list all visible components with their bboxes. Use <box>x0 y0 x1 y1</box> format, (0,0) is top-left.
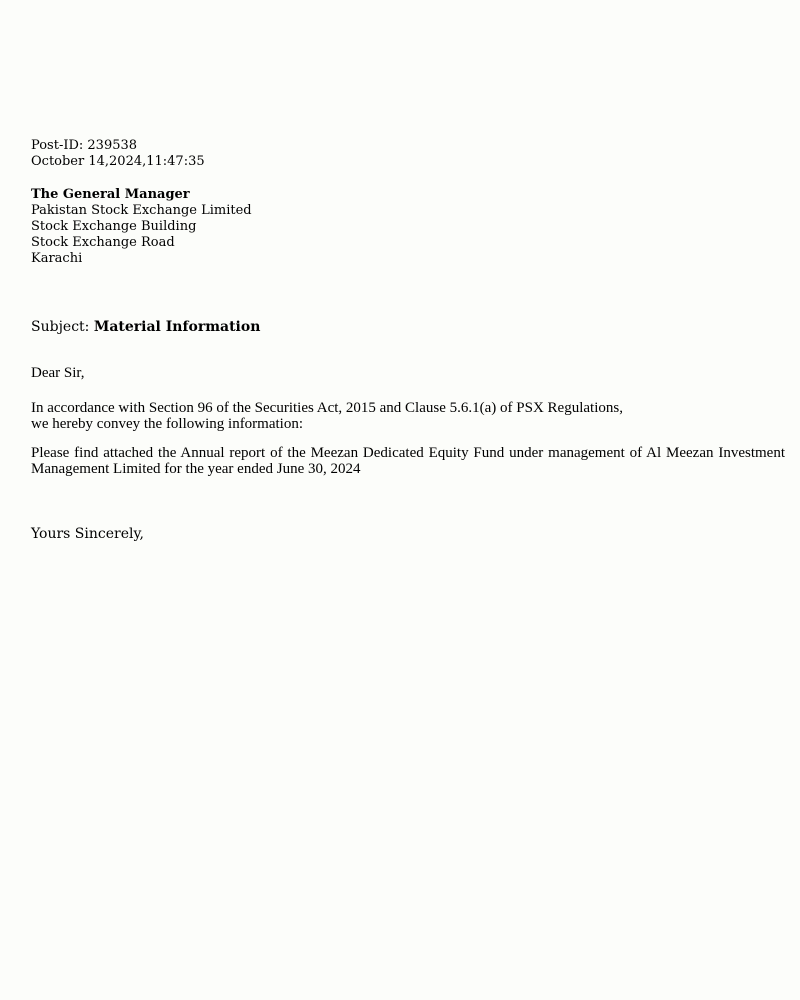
closing: Yours Sincerely, <box>31 526 144 542</box>
body-paragraph-line: In accordance with Section 96 of the Securities Act, 2015 and Clause 5.6.1(a) of PSX Regulations, <box>31 400 623 416</box>
body-paragraph-line: Please find attached the Annual report of the Meezan Dedicated Equity Fund under management of Al Meezan Investment <box>31 445 785 461</box>
meta-block <box>31 138 785 170</box>
recipient-address-line: Stock Exchange Road <box>31 235 175 250</box>
subject-label: Subject: <box>31 319 90 335</box>
recipient-name: The General Manager <box>31 187 190 202</box>
recipient-address-line: Pakistan Stock Exchange Limited <box>31 203 252 218</box>
subject-line <box>31 318 785 336</box>
body-paragraph-line: we hereby convey the following information: <box>31 416 304 432</box>
subject-title: Material Information <box>93 319 261 335</box>
body-paragraph-2 <box>31 445 785 477</box>
recipient-block <box>31 187 785 267</box>
recipient-address-line: Stock Exchange Building <box>31 219 197 234</box>
timestamp: October 14,2024,11:47:35 <box>31 154 205 169</box>
post-id: Post-ID: 239538 <box>31 138 138 153</box>
body-paragraph-1 <box>31 400 785 432</box>
body-paragraph-line: Management Limited for the year ended June 30, 2024 <box>31 461 361 477</box>
recipient-address-line: Karachi <box>31 251 83 266</box>
salutation: Dear Sir, <box>31 365 85 381</box>
